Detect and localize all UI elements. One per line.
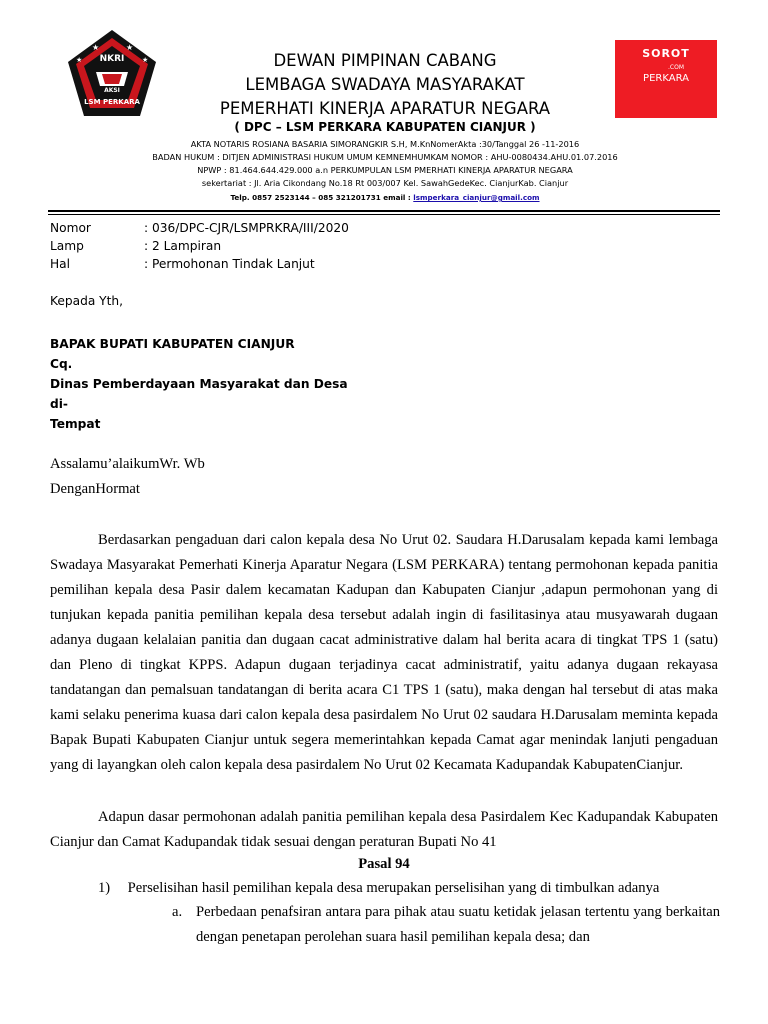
letterhead-line3: PEMERHATI KINERJA APARATUR NEGARA	[219, 99, 551, 118]
list-item-text: Perselisihan hasil pemilihan kepala desa merupakan perselisihan yang di timbulkan adanya	[127, 880, 660, 896]
meta-value: : Permohonan Tindak Lanjut	[144, 257, 315, 271]
recipient-cq: Cq.	[50, 357, 73, 371]
letter-meta	[50, 219, 349, 273]
logo-text-bottom: LSM PERKARA	[84, 98, 140, 106]
greeting: Assalamu’alaikumWr. Wb	[50, 456, 205, 472]
recipient-tempat: Tempat	[50, 417, 101, 431]
header-divider-thick	[48, 210, 720, 212]
svg-text:★: ★	[76, 56, 83, 64]
svg-text:★: ★	[92, 43, 100, 52]
npwp: NPWP : 81.464.644.429.000 a.n PERKUMPULAN LSM PMERHATI KINERJA APARATUR NEGARA	[197, 165, 573, 175]
email-link[interactable]: lsmperkara_cianjur@gmail.com	[413, 193, 540, 202]
sekretariat: sekertariat : Jl. Aria Cikondang No.18 Rt 003/007 Kel. SawahGedeKec. CianjurKab. Cianjur	[201, 178, 569, 188]
badge-line2: .COM	[668, 64, 684, 71]
logo-text-mid: AKSI	[104, 87, 120, 94]
meta-row-lamp	[50, 237, 349, 255]
letterhead-line2: LEMBAGA SWADAYA MASYARAKAT	[245, 75, 525, 94]
recipient-dinas: Dinas Pemberdayaan Masyarakat dan Desa	[50, 377, 348, 391]
logo-text-top: NKRI	[99, 54, 125, 64]
dengan-hormat: DenganHormat	[50, 481, 140, 497]
recipient-di: di-	[50, 397, 68, 411]
recipient-block	[50, 334, 348, 434]
subitem-text: Perbedaan penafsiran antara para pihak atau suatu ketidak jelasan tertentu yang berkaitan dengan penetapan perolehan suara hasil pemilihan kepala desa; dan	[196, 904, 720, 945]
recipient-name: BAPAK BUPATI KABUPATEN CIANJUR	[50, 337, 295, 351]
letterhead-subtitle: ( DPC – LSM PERKARA KABUPATEN CIANJUR )	[234, 120, 536, 134]
meta-value: : 2 Lampiran	[144, 239, 222, 253]
list-item-number: 1)	[98, 880, 111, 896]
meta-row-nomor	[50, 219, 349, 237]
badge-line3: PERKARA	[643, 73, 689, 84]
letterhead-title	[160, 49, 610, 121]
pasal-heading: Pasal 94	[358, 856, 410, 872]
lsm-perkara-logo	[66, 28, 158, 120]
subitem-letter: a.	[172, 904, 183, 920]
list-subitem-a	[172, 900, 720, 950]
telp-email-line	[100, 191, 670, 204]
telp: Telp. 0857 2523144 – 085 321201731 email :	[230, 193, 411, 202]
body-paragraph-1: Berdasarkan pengaduan dari calon kepala desa No Urut 02. Saudara H.Darusalam kepada kami lembaga Swadaya Masyarakat Pemerhati Kinerja Aparatur Negara (LSM PERKARA) tentang permohonan kepada panitia pemilihan kepala desa Pasir dalem kecamatan Kadupan dan Kabupaten Cianjur ,adapun permohonan yang di tunjukan kepada panitia pemilihan kepala desa tersebut adalah ingin di fasilitasinya atau musyawarah dugaan adanya dugaan kelalaian panitia dan dugaan cacat administrative dalam hal berita acara di tingkat TPS 1 (satu) dan Pleno di tingkat KPPS. Adapun dugaan terjadinya cacat administratif, yaitu adanya dugaan rekayasa tandatangan dan pemalsuan tandatangan di berita acara C1 TPS 1 (satu), maka dengan hal tersebut di atas maka kami selaku penerima kuasa dari calon kepala desa pasirdalem No Urut 02 saudara H.Darusalam meminta kepada Bapak Bupati Kabupaten Cianjur untuk segera memerintahkan kepada Camat agar menindak lanjuti pengaduan yang di layangkan oleh calon kepala desa pasirdalem No Urut 02 Kecamata Kadupandak KabupatenCianjur.	[50, 532, 718, 773]
letterhead-line1: DEWAN PIMPINAN CABANG	[273, 51, 497, 70]
meta-label: Hal	[50, 257, 71, 271]
svg-text:★: ★	[126, 43, 134, 52]
meta-value: : 036/DPC-CJR/LSMPRKRA/III/2020	[144, 221, 349, 235]
badge-line1: SOROT	[642, 47, 690, 60]
body-paragraph-2: Adapun dasar permohonan adalah panitia pemilihan kepala desa Pasirdalem Kec Kadupandak Kabupaten Cianjur dan Camat Kadupandak tidak sesuai dengan peraturan Bupati No 41	[50, 809, 718, 850]
kepada-yth: Kepada Yth,	[50, 294, 123, 308]
meta-label: Lamp	[50, 239, 84, 253]
badan-hukum: BADAN HUKUM : DITJEN ADMINISTRASI HUKUM UMUM KEMNEMHUMKAM NOMOR : AHU-0080434.AHU.01.07.2016	[152, 152, 618, 162]
akta-notaris: AKTA NOTARIS ROSIANA BASARIA SIMORANGKIR S.H, M.KnNomerAkta :30/Tanggal 26 -11-2016	[190, 139, 580, 149]
header-divider-thin	[48, 214, 720, 215]
list-item-1	[98, 880, 659, 897]
sorot-perkara-badge	[615, 40, 717, 118]
svg-text:★: ★	[142, 56, 149, 64]
meta-row-hal	[50, 255, 349, 273]
meta-label: Nomor	[50, 221, 91, 235]
